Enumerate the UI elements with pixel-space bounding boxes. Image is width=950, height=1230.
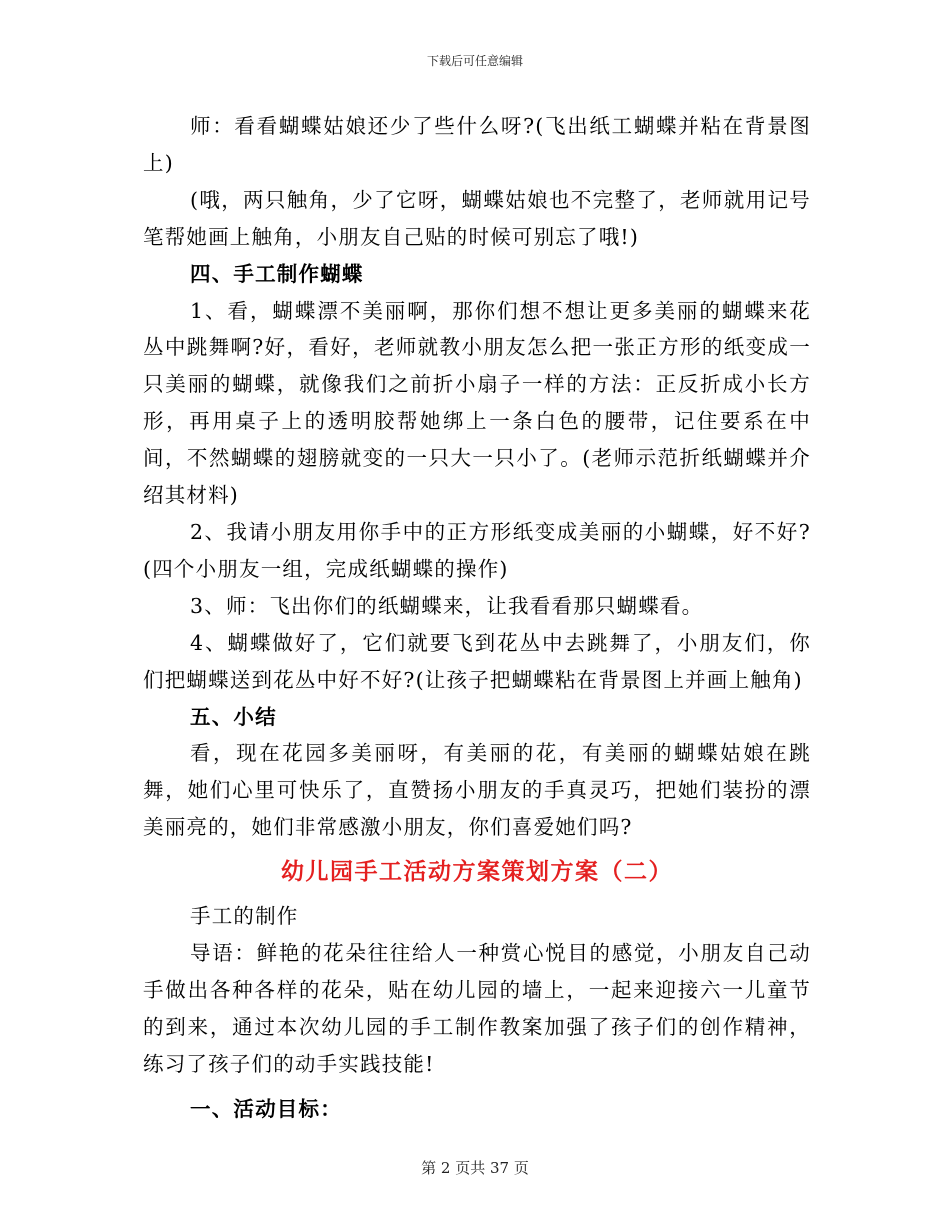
section-heading-summary: 五、小结 (190, 704, 277, 729)
paragraph-step-1: 1、看，蝴蝶漂不美丽啊，那你们想不想让更多美丽的蝴蝶来花丛中跳舞啊?好，看好，老师就教小朋友怎么把一张正方形的纸变成一只美丽的蝴蝶，就像我们之前折小扇子一样的方法：正反折成小长方形，再用桌子上的透明胶帮她绑上一条白色的腰带，记住要系在中间，不然蝴蝶的翅膀就变的一只大一只小了。(老师示范折纸蝴蝶并介绍其材料) (143, 298, 811, 508)
paragraph-summary: 看，现在花园多美丽呀，有美丽的花，有美丽的蝴蝶姑娘在跳舞，她们心里可快乐了，直赞扬小朋友的手真灵巧，把她们装扮的漂美丽亮的，她们非常感激小朋友，你们喜爱她们吗? (143, 741, 811, 840)
paragraph-topic: 手工的制作 (190, 904, 299, 929)
paragraph-antennae-note: (哦，两只触角，少了它呀，蝴蝶姑娘也不完整了，老师就用记号笔帮她画上触角，小朋友自己贴的时候可别忘了哦!) (143, 187, 811, 249)
section-heading-handmade-butterfly: 四、手工制作蝴蝶 (190, 261, 364, 286)
page-header: 下载后可任意编辑 (426, 54, 523, 68)
page-footer: 第 2 页共 37 页 (421, 1159, 529, 1177)
paragraph-step-3: 3、师：飞出你们的纸蝴蝶来，让我看看那只蝴蝶看。 (190, 593, 704, 618)
paragraph-teacher-question: 师：看看蝴蝶姑娘还少了些什么呀?(飞出纸工蝴蝶并粘在背景图上) (143, 114, 811, 175)
paragraph-introduction: 导语：鲜艳的花朵往往给人一种赏心悦目的感觉，小朋友自己动手做出各种各样的花朵，贴在幼儿园的墙上，一起来迎接六一儿童节的到来，通过本次幼儿园的手工制作教案加强了孩子们的创作精神，练习了孩子们的动手实践技能! (143, 941, 811, 1076)
paragraph-step-4: 4、蝴蝶做好了，它们就要飞到花丛中去跳舞了，小朋友们，你们把蝴蝶送到花丛中好不好?(让孩子把蝴蝶粘在背景图上并画上触角) (143, 630, 811, 692)
document-body (143, 108, 811, 1128)
paragraph-step-2: 2、我请小朋友用你手中的正方形纸变成美丽的小蝴蝶，好不好?(四个小朋友一组，完成纸蝴蝶的操作) (143, 519, 811, 581)
document-title-part-two: 幼儿园手工活动方案策划方案（二） (281, 859, 673, 886)
section-heading-activity-goals: 一、活动目标： (190, 1096, 342, 1121)
